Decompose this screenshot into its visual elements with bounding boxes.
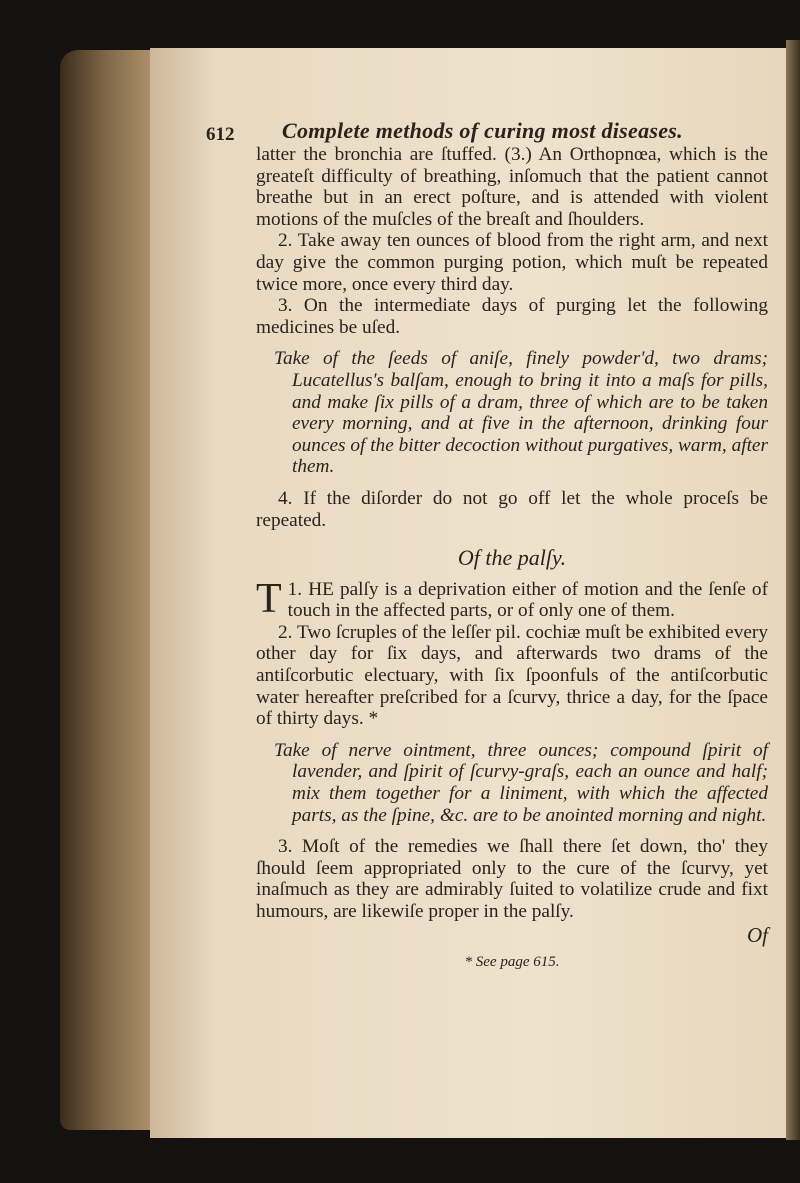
palsy-paragraph-1-text: HE palſy is a deprivation either of motion and the ſenſe of touch in the affected parts, or of only one of them. xyxy=(287,578,768,622)
page-number: 612 xyxy=(206,124,235,145)
recipe-anise: Take of the ſeeds of aniſe, finely powder'd, two drams; Lucatellus's balſam, enough to bring it into a maſs for pills, and make ſix pills of a dram, three of which are to be taken every morning, and at five in the afternoon, drinking four ounces of the bitter decoction without purgatives, warm, after them. xyxy=(274,348,768,478)
paragraph-2: 2. Take away ten ounces of blood from the right arm, and next day give the common purging potion, which muſt be repeated twice more, once every third day. xyxy=(256,230,768,295)
paragraph-4: 4. If the diſorder do not go off let the whole proceſs be repeated. xyxy=(256,487,768,531)
page-text xyxy=(256,118,768,974)
paragraph-continuation: latter the bronchia are ſtuffed. (3.) An Orthopnœa, which is the greateſt difficulty of breathing, inſomuch that the patient cannot breathe but in an erect poſture, and is attended with violent motions of the muſcles of the breaſt and ſhoulders. xyxy=(256,144,768,230)
palsy-paragraph-2: 2. Two ſcruples of the leſſer pil. cochiæ muſt be exhibited every other day for ſix days, and afterwards two drams of the antiſcorbutic electuary, with ſix ſpoonfuls of the antiſcorbutic water hereafter preſcribed for a ſcurvy, thrice a day, for the ſpace of thirty days. * xyxy=(256,621,768,730)
palsy-paragraph-3: 3. Moſt of the remedies we ſhall there ſet down, tho' they ſhould ſeem appropriated only to the cure of the ſcurvy, yet inaſmuch as they are admirably ſuited to volatilize crude and fixt humours, are likewiſe proper in the palſy. xyxy=(256,836,768,922)
section-title-palsy: Of the palſy. xyxy=(457,545,567,571)
paragraph-3: 3. On the intermediate days of purging let the following medicines be uſed. xyxy=(256,295,768,338)
palsy-paragraph-1 xyxy=(256,575,768,622)
recipe-liniment: Take of nerve ointment, three ounces; compound ſpirit of lavender, and ſpirit of ſcurvy-graſs, each an ounce and half; mix them together for a liniment, with which the affected parts, as the ſpine, &c. are to be anointed morning and night. xyxy=(274,739,768,826)
drop-cap: T xyxy=(256,575,282,622)
running-head: Complete methods of curing most diseases. xyxy=(282,118,683,143)
page-right-edge xyxy=(786,40,800,1140)
palsy-number: 1. xyxy=(287,578,303,600)
footnote: * See page 615. xyxy=(464,954,560,971)
catchword: Of xyxy=(747,922,768,947)
